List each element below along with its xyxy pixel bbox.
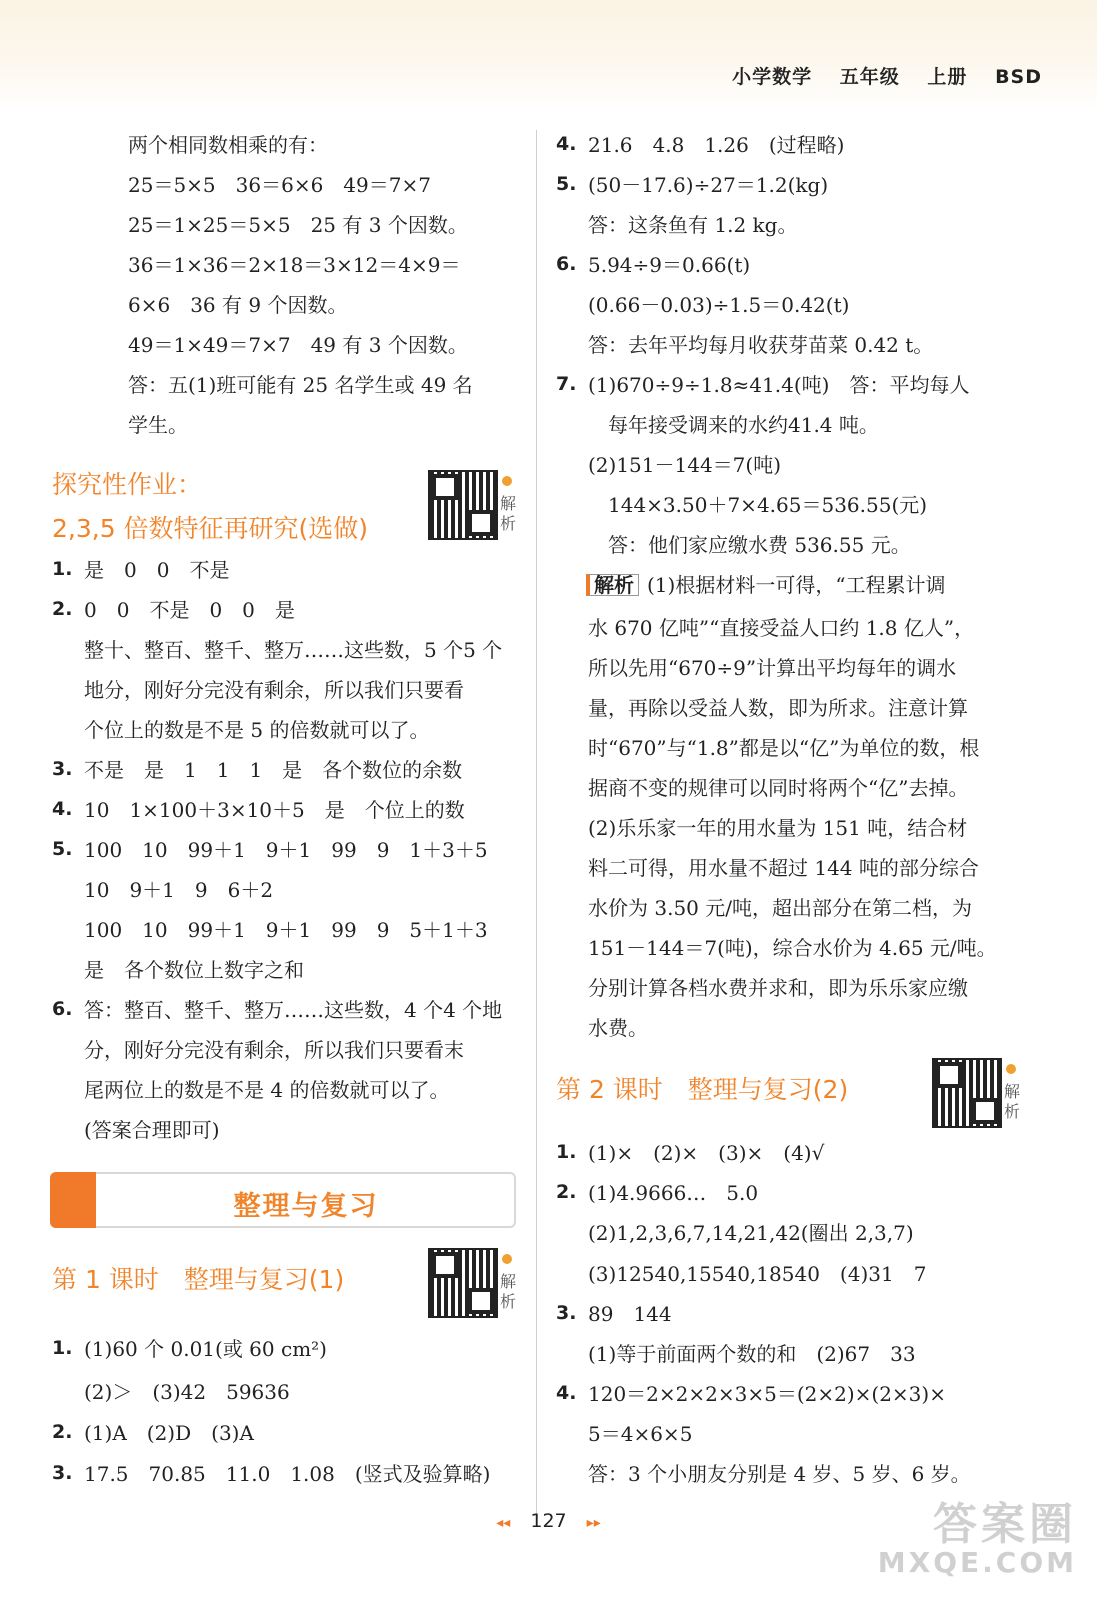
analysis-first-line [586,574,946,596]
qr-code-icon[interactable] [428,470,498,540]
item-text: (2)1,2,3,6,7,14,21,42(圈出 2,3,7) [588,1221,914,1245]
item-text: 144×3.50＋7×4.65＝536.55(元) [588,493,928,517]
item-text: 10 9＋1 9 6＋2 [84,878,274,902]
item-number: 2. [52,598,73,620]
item-text: 5.94÷9＝0.66(t) [588,253,751,277]
analysis-text: (1)根据材料一可得，“工程累计调 [647,573,946,597]
item-number: 1. [52,558,73,580]
text-line: 两个相同数相乘的有： [128,133,328,157]
item-text: 答：3 个小朋友分别是 4 岁、5 岁、6 岁。 [588,1462,971,1486]
item-number: 3. [52,758,73,780]
text-line: 学生。 [128,413,188,437]
item-text: 答：整百、整千、整万……这些数，4 个4 个地 [84,998,503,1022]
header-edition: BSD [995,66,1042,88]
item-number: 7. [556,373,577,395]
item-text: 100 10 99＋1 9＋1 99 9 1＋3＋5 [84,838,488,862]
text-line: 25＝1×25＝5×5 25 有 3 个因数。 [128,213,468,237]
item-text: (2)＞ (3)42 59636 [84,1380,290,1404]
item-text: 17.5 70.85 11.0 1.08 (竖式及验算略) [84,1462,491,1486]
lesson2-title: 第 2 课时 整理与复习(2) [556,1075,849,1104]
item-text: (1)670÷9÷1.8≈41.4(吨) 答：平均每人 [588,373,970,397]
qr-code-icon[interactable] [932,1058,1002,1128]
next-arrows-icon[interactable]: ▸▸ [586,1515,601,1531]
analysis-text: 时“670”与“1.8”都是以“亿”为单位的数，根 [588,736,980,760]
item-text: 每年接受调来的水约41.4 吨。 [588,413,879,437]
item-text: 89 144 [588,1302,672,1326]
analysis-text: 水 670 亿吨”“直接受益人口约 1.8 亿人”， [588,616,975,640]
item-text: (3)12540,15540,18540 (4)31 7 [588,1262,927,1286]
item-text: (答案合理即可) [84,1118,220,1142]
text-line: 36＝1×36＝2×18＝3×12＝4×9＝ [128,253,461,277]
item-text: 地分，刚好分完没有剩余，所以我们只要看 [84,678,464,702]
item-number: 4. [52,798,73,820]
item-text: 不是 是 1 1 1 是 各个数位的余数 [84,758,463,782]
analysis-text: 151－144＝7(吨)，综合水价为 4.65 元/吨。 [588,936,997,960]
item-number: 5. [52,838,73,860]
item-text: 个位上的数是不是 5 的倍数就可以了。 [84,718,430,742]
item-text: 100 10 99＋1 9＋1 99 9 5＋1＋3 [84,918,488,942]
item-number: 6. [52,998,73,1020]
top-band [0,0,1097,110]
watermark [878,1488,1077,1579]
item-text: (1)等于前面两个数的和 (2)67 33 [588,1342,916,1366]
header-subject: 小学数学 [732,66,813,88]
item-number: 2. [556,1181,577,1203]
text-line: 25＝5×5 36＝6×6 49＝7×7 [128,173,431,197]
item-text: 10 1×100＋3×10＋5 是 个位上的数 [84,798,465,822]
lesson1-title: 第 1 课时 整理与复习(1) [52,1265,345,1294]
play-dot-icon [502,1254,512,1264]
item-text: 尾两位上的数是不是 4 的倍数就可以了。 [84,1078,450,1102]
page-header [712,62,1042,89]
item-text: (50－17.6)÷27＝1.2(kg) [588,173,829,197]
qr-label: 解析 [499,494,516,533]
analysis-text: 水价为 3.50 元/吨，超出部分在第二档，为 [588,896,972,920]
play-dot-icon [1006,1064,1016,1074]
watermark-line2: MXQE.COM [877,1546,1077,1579]
item-text: 分，刚好分完没有剩余，所以我们只要看末 [84,1038,464,1062]
item-number: 6. [556,253,577,275]
item-number: 3. [52,1462,73,1484]
item-text: 是 各个数位上数字之和 [84,958,304,982]
section-title-explore: 探究性作业： [52,470,203,499]
item-text: 120＝2×2×2×3×5＝(2×2)×(2×3)× [588,1382,946,1406]
analysis-text: 料二可得，用水量不超过 144 吨的部分综合 [588,856,979,880]
analysis-text: 水费。 [588,1016,648,1040]
page-number: 127 [530,1510,567,1532]
text-line: 6×6 36 有 9 个因数。 [128,293,348,317]
section-subtitle-explore: 2,3,5 倍数特征再研究(选做) [52,514,369,543]
analysis-text: 分别计算各档水费并求和，即为乐乐家应缴 [588,976,968,1000]
item-text: (2)151－144＝7(吨) [588,453,782,477]
item-text: (1)4.9666… 5.0 [588,1181,759,1205]
item-text: 答：他们家应缴水费 536.55 元。 [588,533,911,557]
banner-title: 整理与复习 [233,1191,379,1222]
item-number: 4. [556,1382,577,1404]
analysis-label: 解析 [586,574,639,596]
play-dot-icon [502,476,512,486]
text-line: 49＝1×49＝7×7 49 有 3 个因数。 [128,333,468,357]
analysis-text: (2)乐乐家一年的用水量为 151 吨，结合材 [588,816,968,840]
item-text: 5＝4×6×5 [588,1422,693,1446]
item-number: 1. [556,1141,577,1163]
column-divider [536,130,537,1520]
header-volume: 上册 [927,66,968,88]
analysis-text: 量，再除以受益人数，即为所求。注意计算 [588,696,968,720]
item-text: 是 0 0 不是 [84,558,230,582]
banner-tab [50,1172,96,1228]
item-number: 1. [52,1337,73,1359]
item-text: 答：去年平均每月收获芽苗菜 0.42 t。 [588,333,934,357]
item-number: 4. [556,133,577,155]
item-text: 整十、整百、整千、整万……这些数，5 个5 个 [84,638,503,662]
qr-label: 解析 [1003,1082,1020,1121]
item-text: (0.66－0.03)÷1.5＝0.42(t) [588,293,850,317]
prev-arrows-icon[interactable]: ◂◂ [496,1515,511,1531]
item-text: (1)A (2)D (3)A [84,1421,254,1445]
qr-code-icon[interactable] [428,1248,498,1318]
analysis-text: 据商不变的规律可以同时将两个“亿”去掉。 [588,776,969,800]
item-text: (1)× (2)× (3)× (4)√ [588,1141,825,1165]
qr-label: 解析 [499,1272,516,1311]
item-number: 5. [556,173,577,195]
header-grade: 五年级 [839,66,900,88]
item-number: 2. [52,1421,73,1443]
analysis-text: 所以先用“670÷9”计算出平均每年的调水 [588,656,957,680]
item-number: 3. [556,1302,577,1324]
text-line: 答：五(1)班可能有 25 名学生或 49 名 [128,373,473,397]
item-text: (1)60 个 0.01(或 60 cm²) [84,1337,327,1361]
item-text: 0 0 不是 0 0 是 [84,598,295,622]
item-text: 21.6 4.8 1.26 (过程略) [588,133,845,157]
watermark-line1: 答案圈 [933,1499,1077,1550]
item-text: 答：这条鱼有 1.2 kg。 [588,213,798,237]
